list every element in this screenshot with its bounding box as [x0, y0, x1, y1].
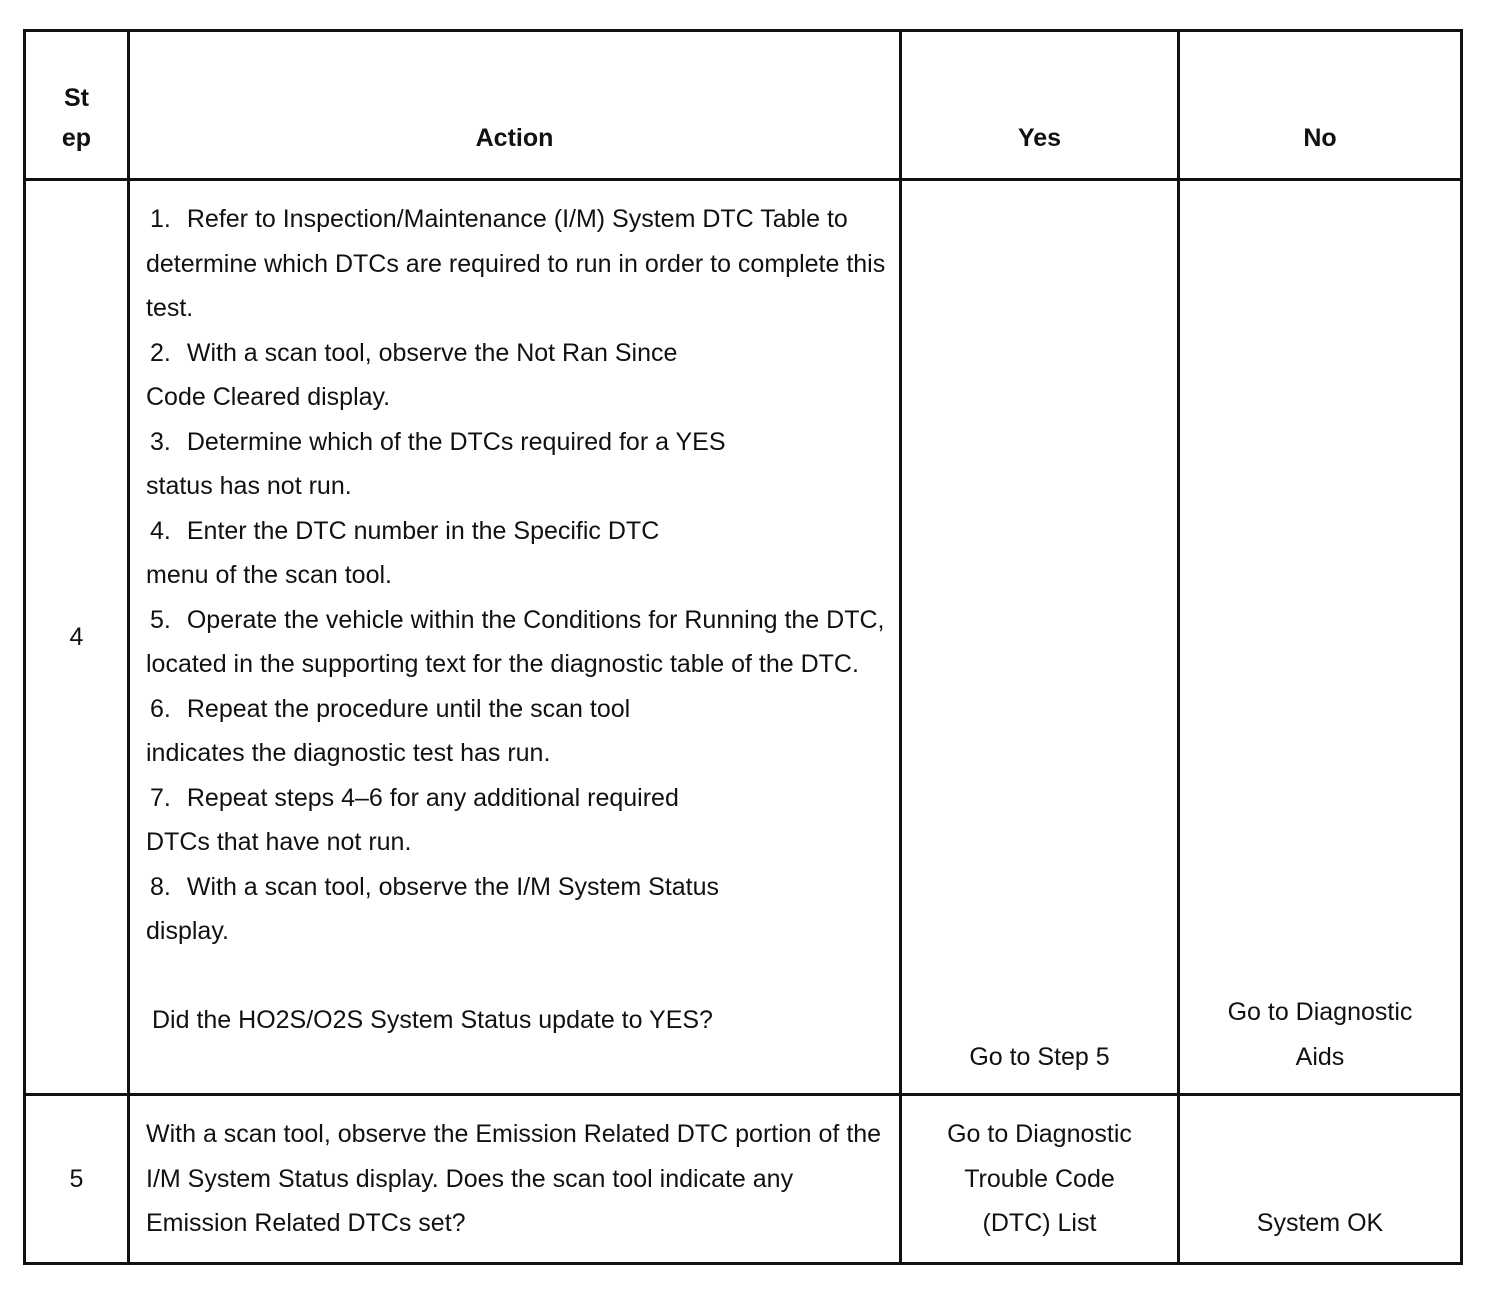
action-number: 8.	[150, 872, 171, 901]
action-item	[146, 776, 889, 865]
diagnostic-table	[23, 29, 1463, 1265]
action-number: 3.	[150, 427, 171, 456]
yes-cell	[901, 1095, 1179, 1264]
action-text: Determine which of the DTCs required for a YES	[186, 427, 726, 456]
header-yes: Yes	[901, 31, 1179, 180]
yes-cell: Go to Step 5	[901, 180, 1179, 1095]
action-text-cont: indicates the diagnostic test has run.	[146, 739, 551, 767]
action-text: Enter the DTC number in the Specific DTC	[186, 516, 660, 545]
action-item	[146, 509, 889, 598]
header-no: No	[1179, 31, 1462, 180]
action-text-cont: status has not run.	[146, 472, 352, 500]
action-number: 7.	[150, 783, 171, 812]
no-cell-text: Go to Diagnostic Aids	[1227, 998, 1413, 1071]
action-item	[146, 420, 889, 509]
action-number: 5.	[150, 605, 171, 634]
action-number: 1.	[150, 205, 171, 233]
action-text: Operate the vehicle within the Conditions for	[186, 605, 678, 634]
yes-cell-text: Go to Diagnostic Trouble Code (DTC) List	[947, 1120, 1132, 1237]
step-number: 4	[25, 180, 129, 1095]
action-cell	[129, 180, 901, 1095]
action-cell: With a scan tool, observe the Emission Related DTC portion of the I/M System Status display. Does the scan tool indicate any Emission Related DTCs set?	[129, 1095, 901, 1264]
action-text: Repeat the procedure until the scan tool	[186, 694, 631, 723]
action-number: 6.	[150, 694, 171, 723]
action-number: 2.	[150, 338, 171, 367]
action-item	[146, 197, 889, 331]
action-text: With a scan tool, observe the Not Ran Since	[186, 338, 678, 367]
no-cell: System OK	[1179, 1095, 1462, 1264]
action-text-cont: Table to determine which DTCs are required to run in order to complete this test.	[146, 205, 886, 322]
action-text-cont: display.	[146, 917, 229, 945]
action-text: With a scan tool, observe the I/M System Status	[186, 872, 720, 901]
table-row	[25, 180, 1462, 1095]
action-item	[146, 865, 889, 954]
question-text: Did the HO2S/O2S System Status update to YES?	[152, 1006, 713, 1034]
action-text-cont: Running the DTC, located in the supporting text for the diagnostic table of the DTC.	[146, 605, 885, 678]
table-row	[25, 1095, 1462, 1264]
step-number: 5	[25, 1095, 129, 1264]
no-cell	[1179, 180, 1462, 1095]
action-text: Repeat steps 4–6 for any additional required	[186, 783, 679, 812]
header-action: Action	[129, 31, 901, 180]
action-text-cont: DTCs that have not run.	[146, 828, 412, 856]
action-item	[146, 598, 889, 687]
action-text: Refer to Inspection/Maintenance (I/M) System DTC	[186, 205, 754, 233]
header-row	[25, 31, 1462, 180]
action-item	[146, 687, 889, 776]
action-number: 4.	[150, 516, 171, 545]
header-step	[25, 31, 129, 180]
action-text-cont: menu of the scan tool.	[146, 561, 392, 589]
action-item	[146, 331, 889, 420]
header-step-label: St ep	[61, 84, 92, 152]
action-text-cont: Code Cleared display.	[146, 383, 391, 411]
